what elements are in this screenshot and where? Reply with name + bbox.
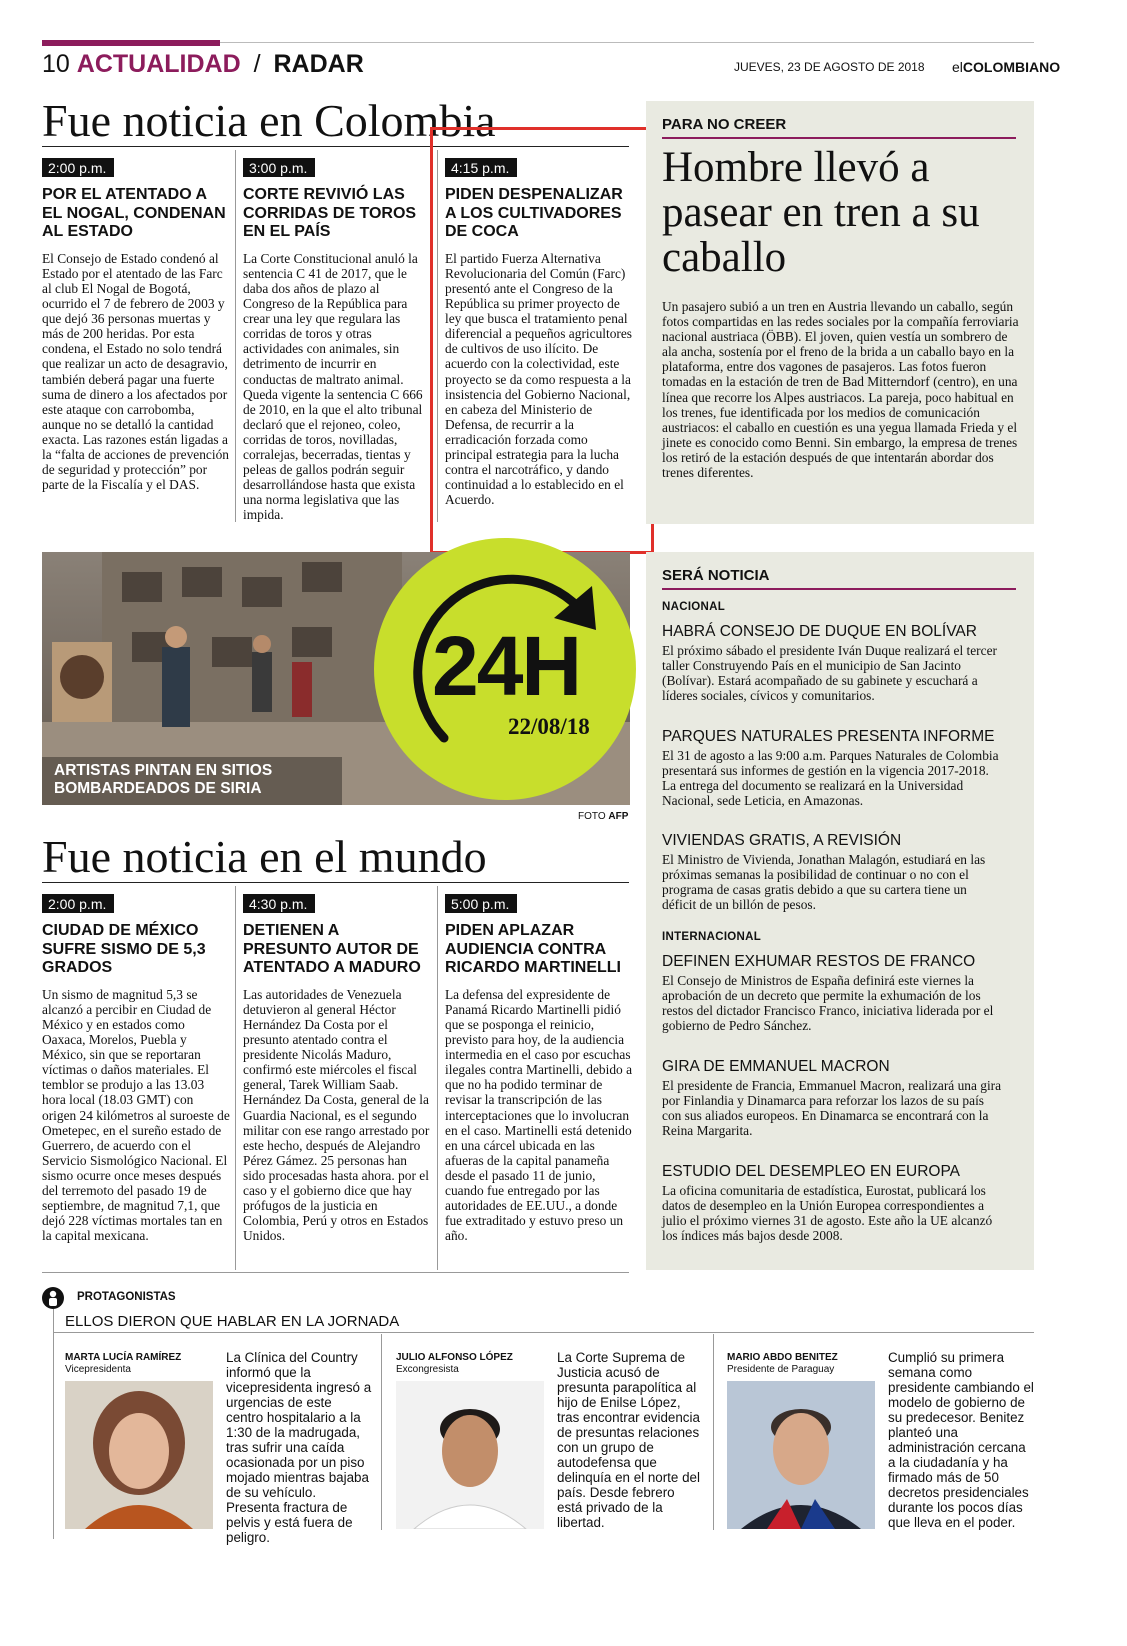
protagonist-role: Excongresista (396, 1364, 459, 1375)
protagonist-role: Vicepresidenta (65, 1364, 131, 1375)
column-divider (713, 1334, 714, 1530)
story-body: El partido Fuerza Alternativa Revolucionaria del Común (Farc) presentó ante el Congreso de la República su primer proyecto de ley que busca el tratamiento penal diferencial a pequeños agricultores de cultivos de uso ilícito. De acuerdo con la colectividad, este proyecto se da como respuesta a la insistencia del Gobierno Nacional, en cabeza del Ministerio de Defensa, de recurrir a la erradicación forzada como principal estrategia para la lucha contra el narcotráfico, y dando continuidad a lo establecido en el Acuerdo. (445, 250, 633, 508)
panel-body: Un pasajero subió a un tren en Austria llevando un caballo, según fotos compartidas en las redes sociales por la compañía ferroviaria nacional austriaca (ÖBB). El joven, quien vestía un sombrero de ala ancha, sostenía por el freno de la brida a un caballo bayo en la plataforma, entre dos vagones de pasajeros. Las fotos fueron tomadas en la estación de tren de Bad Mitterndorf (centro), en una línea que recorre los Alpes austriacos. La pareja, poco habitual en los trenes, fue identificada por los medios de comunicación austriacos: el caballo en cuestión es una yegua llamada Frieda y el jinete es conocido como Benni. Sin embargo, la empresa de trenes los retiró de la estación después de que intentarán abordar dos trenes diferentes. (662, 299, 1019, 481)
issue-date: JUEVES, 23 DE AGOSTO DE 2018 (734, 60, 925, 74)
mundo-story-2 (243, 894, 431, 1243)
person-icon (42, 1287, 64, 1309)
panel-kicker: SERÁ NOTICIA (662, 567, 770, 584)
colombia-story-2 (243, 158, 431, 522)
column-divider (381, 1334, 382, 1530)
protagonist-text: La Corte Suprema de Justicia acusó de presunta parapolítica al hijo de Enilse López, tras encontrar evidencia de presuntas relaciones con un grupo de autodefensa que delinquía en el norte del país. Desde febrero está privado de la libertad. (557, 1350, 700, 1530)
story-headline: DETIENEN A PRESUNTO AUTOR DE ATENTADO A MADURO (243, 922, 421, 977)
story-body: Las autoridades de Venezuela detuvieron al general Héctor Hernández Da Costa por el presunto atentado contra el presidente Nicolás Maduro, confirmó este miércoles el fiscal general, Tarek William Saab. Hernández Da Costa, general de la Guardia Nacional, es el segundo militar con ese rango arrestado por este hecho, después de Alejandro Pérez Gámez. 25 personas han sido procesadas hasta ahora. por el caso y el gobierno dice que hay prófugos de la justicia en Colombia, Perú y otros en Estados Unidos. (243, 986, 430, 1244)
subsection-name: RADAR (273, 50, 364, 78)
section-name: ACTUALIDAD (76, 50, 241, 78)
page-header (42, 50, 364, 79)
story-time: 4:15 p.m. (445, 158, 517, 177)
column-divider (437, 886, 438, 1270)
caption-line-2: BOMBARDEADOS DE SIRIA (54, 780, 262, 797)
sera-noticia-item (662, 832, 1004, 912)
kicker-rule (662, 137, 1016, 139)
mundo-story-3 (445, 894, 633, 1243)
highlight-box (430, 127, 654, 554)
story-body: La defensa del expresidente de Panamá Ricardo Martinelli pidió que se posponga el reinicio, previsto para hoy, de la audiencia intermedia en el caso por escuchas ilegales contra Martinelli, debido a que no ha podido terminar de revisar la transcripción de las interceptaciones que lo involucran en el caso. Martinelli está detenido en una cárcel ubicada en las afueras de la capital panameña desde el pasado 11 de junio, cuando fue entregado por las autoridades de EE.UU., a donde fue extraditado y estuvo preso un año. (445, 986, 633, 1244)
column-divider (235, 150, 236, 522)
protagonist-name: JULIO ALFONSO LÓPEZ (396, 1352, 513, 1363)
mundo-section-title: Fue noticia en el mundo (42, 831, 487, 882)
story-headline: CIUDAD DE MÉXICO SUFRE SISMO DE 5,3 GRADOS (42, 922, 206, 977)
story-time: 3:00 p.m. (243, 158, 315, 177)
24h-label: 24H (432, 619, 581, 713)
mundo-story-1 (42, 894, 230, 1243)
item-body: La oficina comunitaria de estadística, Eurostat, publicará los datos de desempleo en la Unión Europea correspondientes a julio el próximo viernes 31 de agosto. Este año la UE alcanzó los índices más bajos desde 2008. (662, 1183, 993, 1244)
story-headline: POR EL ATENTADO A EL NOGAL, CONDENAN AL ESTADO (42, 186, 226, 241)
story-time: 5:00 p.m. (445, 894, 517, 913)
story-time: 2:00 p.m. (42, 894, 114, 913)
protagonistas-label: PROTAGONISTAS (77, 1291, 176, 1303)
sera-noticia-item (662, 623, 1004, 703)
sera-noticia-item (662, 1163, 1004, 1243)
protagonist-role: Presidente de Paraguay (727, 1364, 835, 1375)
caption-line-1: ARTISTAS PINTAN EN SITIOS (54, 762, 273, 779)
item-body: El Consejo de Ministros de España definirá este viernes la aprobación de un decreto que permite la exhumación de los restos del dictador Francisco Franco, iniciativa liderada por el gobierno de Pedro Sánchez. (662, 973, 994, 1034)
protagonistas-vertical-rule (53, 1309, 54, 1539)
protagonistas-subtitle: ELLOS DIERON QUE HABLAR EN LA JORNADA (65, 1313, 400, 1330)
item-headline: ESTUDIO DEL DESEMPLEO EN EUROPA (662, 1163, 961, 1180)
item-body: El 31 de agosto a las 9:00 a.m. Parques Naturales de Colombia presentará sus informes de gestión en la vigencia 2017-2018. La entrega del documento se realizará en la Universidad Nacional, sede Leticia, en Amazonas. (662, 748, 999, 809)
category-nacional: NACIONAL (662, 601, 726, 613)
story-body: El Consejo de Estado condenó al Estado por el atentado de las Farc al club El Nogal de Bogotá, ocurrido el 7 de febrero de 2003 y que dejó 36 personas muertas y más de 200 heridas. Por esta condena, el Estado no solo tendrá que realizar un acto de desagravio, también deberá pagar una fuerte suma de dinero a los afectados por este ataque con carrobomba, aunque no se detalló la cantidad exacta. Las razones están ligadas a la “falta de acciones de prevención de seguridad y protección” por parte de la Fiscalía y el DAS. (42, 250, 229, 493)
item-body: El Ministro de Vivienda, Jonathan Malagón, estudiará en las próximas semanas la posibilidad de continuar o no con el programa de casas gratis debido a que su cartera tiene un déficit de un billón de pesos. (662, 852, 986, 913)
kicker-rule (662, 588, 1016, 590)
story-headline: PIDEN DESPENALIZAR A LOS CULTIVADORES DE COCA (445, 186, 623, 241)
item-headline: GIRA DE EMMANUEL MACRON (662, 1058, 890, 1075)
protagonist-photo (65, 1381, 213, 1529)
protagonist-name: MARIO ABDO BENITEZ (727, 1352, 838, 1363)
credit-source: AFP (608, 811, 629, 822)
protagonist-text: La Clínica del Country informó que la vicepresidenta ingresó a urgencias de este centro hospitalario a la 1:30 de la madrugada, tras sufrir una caída ocasionada por un piso mojado mientras bajaba de su vehículo. Presenta fractura de pelvis y está fuera de peligro. (226, 1350, 372, 1545)
column-divider (235, 886, 236, 1270)
photo-credit (578, 811, 628, 822)
brand-prefix: el (952, 59, 963, 75)
panel-kicker: PARA NO CREER (662, 116, 787, 133)
item-headline: DEFINEN EXHUMAR RESTOS DE FRANCO (662, 953, 976, 970)
sera-noticia-panel (646, 552, 1034, 1270)
item-headline: VIVIENDAS GRATIS, A REVISIÓN (662, 832, 902, 849)
protagonist-text: Cumplió su primera semana como presidente cambiando el modelo de gobierno de su predecesor. Benitez planteó una administración cercana a la ciudadanía y ha firmado más de 50 decretos presidenciales durante los pocos días que lleva en el poder. (888, 1350, 1034, 1530)
credit-label: FOTO (578, 811, 606, 822)
protagonist-photo (727, 1381, 875, 1529)
sera-noticia-item (662, 728, 1004, 808)
section-accent-bar (42, 40, 220, 46)
section-separator: / (253, 50, 261, 78)
protagonist-name: MARTA LUCÍA RAMÍREZ (65, 1352, 182, 1363)
photo-caption (54, 762, 272, 798)
mundo-bottom-rule (42, 1272, 629, 1273)
para-no-creer-panel (646, 101, 1034, 524)
colombia-story-1 (42, 158, 230, 492)
item-headline: HABRÁ CONSEJO DE DUQUE EN BOLÍVAR (662, 623, 977, 640)
story-headline: CORTE REVIVIÓ LAS CORRIDAS DE TOROS EN EL PAÍS (243, 186, 417, 241)
item-body: El próximo sábado el presidente Iván Duque realizará el tercer taller Construyendo País en el municipio de San Jacinto (Bolívar). Estará acompañado de su gabinete y escuchará a líderes sociales, cívicos y comunitarios. (662, 643, 997, 704)
colombia-section-title: Fue noticia en Colombia (42, 95, 496, 146)
24h-badge (374, 538, 636, 800)
item-body: El presidente de Francia, Emmanuel Macron, realizará una gira por Finlandia y Dinamarca para reforzar los lazos de su país con sus aliados europeos. En Dinamarca se encontrará con la Reina Margarita. (662, 1078, 1002, 1139)
brand-name: COLOMBIANO (962, 59, 1061, 75)
sera-noticia-item (662, 953, 1004, 1033)
protagonist-photo (396, 1381, 544, 1529)
story-headline: PIDEN APLAZAR AUDIENCIA CONTRA RICARDO MARTINELLI (445, 922, 621, 977)
story-body: La Corte Constitucional anuló la sentencia C 41 de 2017, que le daba dos años de plazo al Congreso de la República para crear una ley que regulara las corridas de toros y otras actividades con animales, sin detrimento de incurrir en conductas de maltrato animal. Queda vigente la sentencia C 666 de 2010, en la que el alto tribunal declaró que el rejoneo, coleo, corridas de toros, novilladas, corralejas, becerradas, tientas y peleas de gallos podrán seguir desarrollándose hasta que exista una norma legislativa que las impida. (243, 250, 423, 523)
protagonistas-rule (53, 1332, 1034, 1333)
story-body: Un sismo de magnitud 5,3 se alcanzó a percibir en Ciudad de México y en estados como Oaxaca, Morelos, Puebla y México, sin que se reportaran víctimas o daños materiales. El temblor se produjo a las 13.03 hora local (18.03 GMT) con origen 24 kilómetros al suroeste de Ometepec, en el sureño estado de Guerrero, de acuerdo con el Servicio Sismológico Nacional. El sismo ocurre once meses después del terremoto del pasado 19 de septiembre, de magnitud 7,1, que dejó 228 víctimas mortales tan en la capital mexicana. (42, 986, 230, 1244)
category-internacional: INTERNACIONAL (662, 931, 762, 943)
item-headline: PARQUES NATURALES PRESENTA INFORME (662, 728, 995, 745)
24h-date: 22/08/18 (508, 714, 590, 739)
sera-noticia-item (662, 1058, 1004, 1138)
story-time: 2:00 p.m. (42, 158, 114, 177)
panel-headline: Hombre llevó a pasear en tren a su caballo (662, 144, 980, 281)
page-number: 10 (42, 50, 70, 78)
newspaper-brand (952, 59, 1060, 75)
story-time: 4:30 p.m. (243, 894, 315, 913)
mundo-title-rule (42, 882, 629, 883)
